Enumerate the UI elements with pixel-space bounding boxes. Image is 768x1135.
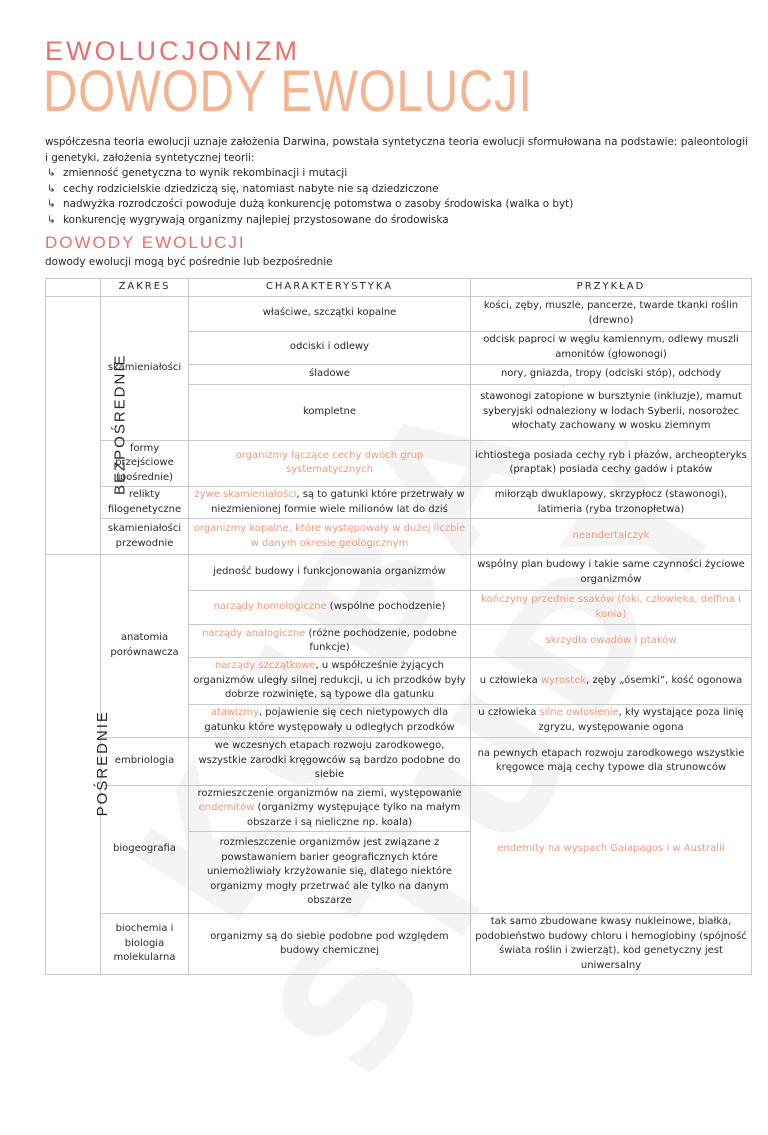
example-cell: ichtiostega posiada cechy ryb i płazów, archeopteryks (praptak) posiada cechy gadów i ptaków bbox=[471, 440, 752, 487]
char-cell: we wczesnych etapach rozwoju zarodkowego, wszystkie zarodki kręgowców są bardzo podobne do siebie bbox=[189, 737, 471, 785]
table-row bbox=[46, 737, 752, 785]
scope-cell: biochemia i biologia molekularna bbox=[101, 914, 189, 975]
section-subtitle: dowody ewolucji mogą być pośrednie lub bezpośrednie bbox=[45, 256, 333, 268]
arrow-icon: ↳ bbox=[47, 198, 56, 210]
example-cell: skrzydła owadów i ptaków bbox=[471, 625, 752, 658]
char-cell: rozmieszczenie organizmów jest związane z powstawaniem barier geograficznych które uniemożliwiały krzyżowanie się, dlatego niektóre organizmy mogły przetrwać ale tylko na danym obszarze bbox=[189, 832, 471, 914]
example-cell: wspólny plan budowy i takie same czynności życiowe organizmów bbox=[471, 555, 752, 591]
list-item: ↳ nadwyżka rozrodczości powoduje dużą konkurencję potomstwa o zasoby środowiska (walka o byt) bbox=[45, 197, 750, 213]
char-cell: organizmy kopalne, które występowały w dużej liczbie w danym okresie geologicznym bbox=[189, 519, 471, 555]
intro-paragraph: współczesna teoria ewolucji uznaje założenia Darwina, powstała syntetyczna teoria ewolucji sformułowana na podstawie: paleontologii i genetyki, założenia syntetycznej teorii: bbox=[45, 136, 748, 164]
section-title: DOWODY EWOLUCJI bbox=[45, 233, 246, 252]
table-row bbox=[46, 914, 752, 975]
arrow-icon: ↳ bbox=[47, 182, 56, 195]
evidence-table bbox=[45, 278, 752, 975]
char-cell: śladowe bbox=[189, 364, 471, 384]
example-cell: miłorząb dwuklapowy, skrzypłocz (stawonogi), latimeria (ryba trzonopłetwa) bbox=[471, 487, 752, 519]
char-cell: odciski i odlewy bbox=[189, 331, 471, 364]
header-zakres: ZAKRES bbox=[101, 279, 189, 297]
example-cell: u człowieka silne owłosienie, kły wystające poza linię zgryzu, występowanie ogona bbox=[471, 704, 752, 737]
char-cell: żywe skamieniałości, są to gatunki które przetrwały w niezmienionej formie wiele milionów lat do dziś bbox=[189, 487, 471, 519]
table-row bbox=[46, 785, 752, 832]
char-cell: kompletne bbox=[189, 384, 471, 440]
example-cell: stawonogi zatopione w bursztynie (inkluzje), mamut syberyjski odnaleziony w lodach Syberii, nosorożec włochaty zachowany w wosku ziemnym bbox=[471, 384, 752, 440]
example-cell: endemity na wyspach Galapagos i w Australii bbox=[471, 785, 752, 914]
char-cell: rozmieszczenie organizmów na ziemi, występowanie endemitów (organizmy występujące tylko na małym obszarze i są nieliczne np. koala) bbox=[189, 785, 471, 832]
scope-cell: skamieniałości bbox=[101, 296, 189, 440]
char-cell: właściwe, szczątki kopalne bbox=[189, 296, 471, 331]
example-cell: tak samo zbudowane kwasy nukleinowe, białka, podobieństwo budowy chloru i hemoglobiny (spójność świata roślin i zwierząt), kod genetyczny jest uniwersalny bbox=[471, 914, 752, 975]
arrow-icon: ↳ bbox=[47, 213, 56, 226]
intro-section bbox=[45, 135, 750, 228]
example-cell: kości, zęby, muszle, pancerze, twarde tkanki roślin (drewno) bbox=[471, 296, 752, 331]
intro-list bbox=[45, 166, 750, 228]
list-item: ↳ cechy rodzicielskie dziedziczą się, natomiast nabyte nie są dziedziczone bbox=[45, 182, 750, 198]
list-item: ↳ konkurencję wygrywają organizmy najlepiej przystosowane do środowiska bbox=[45, 213, 750, 229]
header-charakterystyka: CHARAKTERYSTYKA bbox=[189, 279, 471, 297]
table-row bbox=[46, 296, 752, 331]
kicker-title: EWOLUCJONIZM bbox=[45, 36, 300, 66]
char-cell: narządy homologiczne (wspólne pochodzenie) bbox=[189, 591, 471, 625]
scope-cell: biogeografia bbox=[101, 785, 189, 914]
example-cell: kończyny przednie ssaków (foki, człowieka, delfina i konia) bbox=[471, 591, 752, 625]
table-row bbox=[46, 519, 752, 555]
char-cell: atawizmy, pojawienie się cech nietypowych dla gatunku które występowały u odległych przodków bbox=[189, 704, 471, 737]
table-row bbox=[46, 555, 752, 591]
scope-cell: embriologia bbox=[101, 737, 189, 785]
arrow-icon: ↳ bbox=[47, 167, 56, 179]
char-cell: jedność budowy i funkcjonowania organizmów bbox=[189, 555, 471, 591]
example-cell: na pewnych etapach rozwoju zarodkowego wszystkie kręgowce mają cechy typowe dla strunowców bbox=[471, 737, 752, 785]
scope-cell: formy przejściowe (pośrednie) bbox=[101, 440, 189, 487]
page-title: DOWODY EWOLUCJI bbox=[43, 59, 533, 124]
char-cell: narządy szczątkowe, u współcześnie żyjących organizmów uległy silnej redukcji, u ich przodków były dobrze rozwinięte, są typowe dla gatunku bbox=[189, 658, 471, 705]
example-cell: u człowieka wyrostek, zęby „ósemki”, kość ogonowa bbox=[471, 658, 752, 705]
table-row bbox=[46, 440, 752, 487]
scope-cell: relikty filogenetyczne bbox=[101, 487, 189, 519]
char-cell: organizmy są do siebie podobne pod względem budowy chemicznej bbox=[189, 914, 471, 975]
list-item: ↳ zmienność genetyczna to wynik rekombinacji i mutacji bbox=[45, 166, 750, 182]
example-cell: neandertalczyk bbox=[471, 519, 752, 555]
example-cell: odcisk paproci w węglu kamiennym, odlewy muszli amonitów (głowonogi) bbox=[471, 331, 752, 364]
char-cell: narządy analogiczne (różne pochodzenie, podobne funkcje) bbox=[189, 625, 471, 658]
example-cell: nory, gniazda, tropy (odciski stóp), odchody bbox=[471, 364, 752, 384]
table-header-row bbox=[46, 279, 752, 297]
scope-cell: anatomia porównawcza bbox=[101, 555, 189, 738]
char-cell: organizmy łączące cechy dwóch grup systematycznych bbox=[189, 440, 471, 487]
group-direct: BEZPOŚREDNIE bbox=[46, 296, 101, 555]
scope-cell: skamieniałości przewodnie bbox=[101, 519, 189, 555]
table-row bbox=[46, 487, 752, 519]
header-przyklad: PRZYKŁAD bbox=[471, 279, 752, 297]
group-indirect: POŚREDNIE bbox=[46, 555, 101, 975]
